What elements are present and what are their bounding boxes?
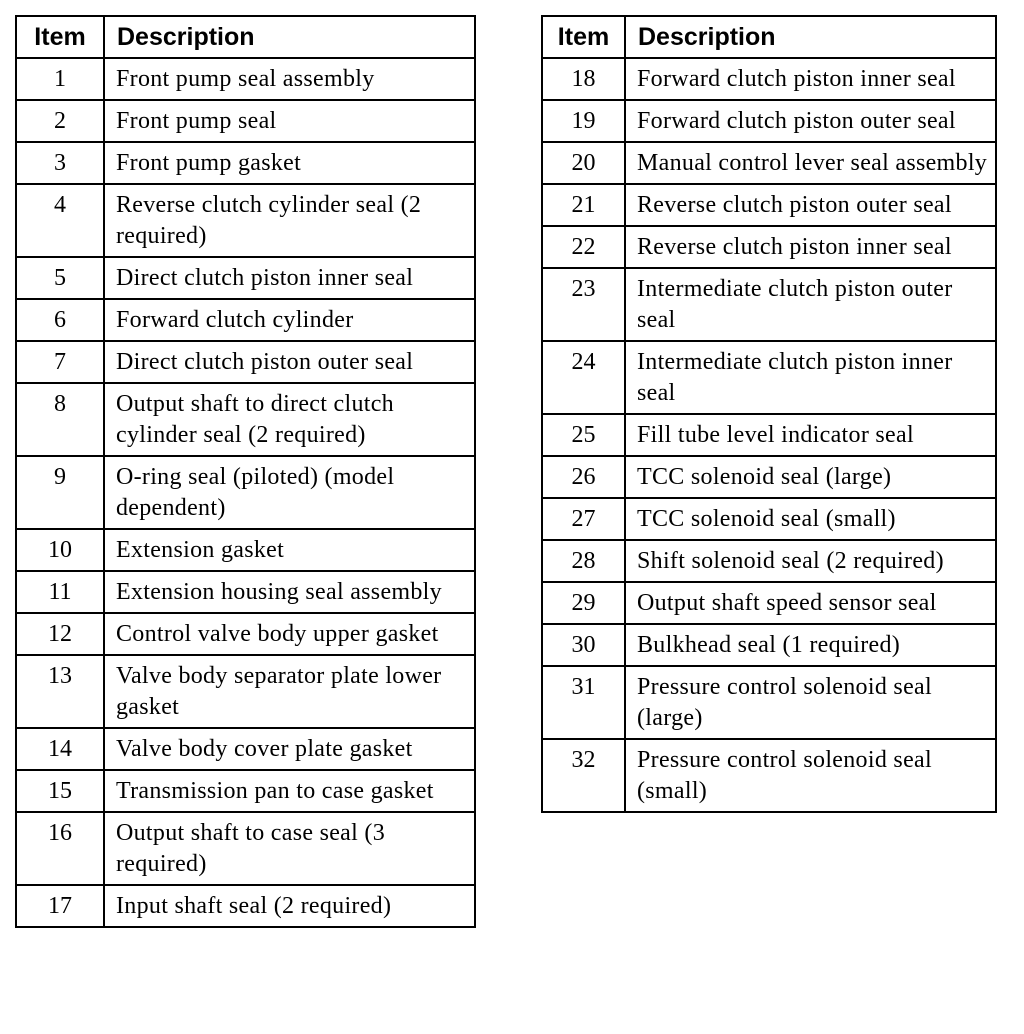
item-number-cell: 18	[542, 58, 625, 100]
item-number-cell: 27	[542, 498, 625, 540]
table-row	[542, 341, 996, 414]
table-row	[542, 58, 996, 100]
table-header-row	[542, 16, 996, 58]
table-row	[16, 299, 475, 341]
item-number-cell: 26	[542, 456, 625, 498]
table-row	[16, 571, 475, 613]
item-number-cell: 13	[16, 655, 104, 728]
item-number-cell: 8	[16, 383, 104, 456]
description-cell: Intermediate clutch piston outer seal	[625, 268, 996, 341]
table-row	[16, 728, 475, 770]
description-cell: Pressure control solenoid seal (large)	[625, 666, 996, 739]
description-cell: Front pump gasket	[104, 142, 475, 184]
table-row	[16, 655, 475, 728]
item-column-header: Item	[16, 16, 104, 58]
description-cell: Reverse clutch cylinder seal (2 required)	[104, 184, 475, 257]
table-row	[542, 582, 996, 624]
item-number-cell: 32	[542, 739, 625, 812]
description-cell: Shift solenoid seal (2 required)	[625, 540, 996, 582]
table-row	[16, 456, 475, 529]
table-row	[16, 341, 475, 383]
parts-table-left	[15, 15, 476, 928]
description-cell: Valve body cover plate gasket	[104, 728, 475, 770]
item-number-cell: 20	[542, 142, 625, 184]
item-number-cell: 22	[542, 226, 625, 268]
description-cell: Extension housing seal assembly	[104, 571, 475, 613]
table-row	[16, 257, 475, 299]
description-cell: Intermediate clutch piston inner seal	[625, 341, 996, 414]
item-number-cell: 14	[16, 728, 104, 770]
description-cell: Direct clutch piston outer seal	[104, 341, 475, 383]
description-cell: TCC solenoid seal (large)	[625, 456, 996, 498]
item-number-cell: 16	[16, 812, 104, 885]
item-number-cell: 3	[16, 142, 104, 184]
item-number-cell: 12	[16, 613, 104, 655]
table-row	[542, 456, 996, 498]
table-row	[16, 885, 475, 927]
description-cell: Transmission pan to case gasket	[104, 770, 475, 812]
table-row	[542, 739, 996, 812]
item-number-cell: 11	[16, 571, 104, 613]
item-number-cell: 15	[16, 770, 104, 812]
table-row	[542, 666, 996, 739]
item-number-cell: 24	[542, 341, 625, 414]
table-row	[542, 226, 996, 268]
description-cell: Front pump seal assembly	[104, 58, 475, 100]
table-row	[542, 184, 996, 226]
description-cell: Forward clutch piston outer seal	[625, 100, 996, 142]
table-row	[16, 58, 475, 100]
description-column-header: Description	[104, 16, 475, 58]
description-cell: Pressure control solenoid seal (small)	[625, 739, 996, 812]
table-body-left	[16, 58, 475, 927]
table-row	[542, 624, 996, 666]
table-row	[542, 268, 996, 341]
table-row	[16, 770, 475, 812]
description-cell: O-ring seal (piloted) (model dependent)	[104, 456, 475, 529]
description-cell: Bulkhead seal (1 required)	[625, 624, 996, 666]
table-row	[542, 414, 996, 456]
description-cell: Input shaft seal (2 required)	[104, 885, 475, 927]
item-number-cell: 17	[16, 885, 104, 927]
table-row	[16, 184, 475, 257]
table-row	[16, 383, 475, 456]
description-cell: Control valve body upper gasket	[104, 613, 475, 655]
description-cell: Reverse clutch piston outer seal	[625, 184, 996, 226]
parts-table-right	[541, 15, 997, 813]
item-number-cell: 7	[16, 341, 104, 383]
item-number-cell: 2	[16, 100, 104, 142]
description-cell: Reverse clutch piston inner seal	[625, 226, 996, 268]
description-cell: Valve body separator plate lower gasket	[104, 655, 475, 728]
item-number-cell: 31	[542, 666, 625, 739]
item-number-cell: 28	[542, 540, 625, 582]
description-column-header: Description	[625, 16, 996, 58]
item-number-cell: 9	[16, 456, 104, 529]
table-row	[16, 529, 475, 571]
description-cell: Output shaft to direct clutch cylinder seal (2 required)	[104, 383, 475, 456]
item-number-cell: 23	[542, 268, 625, 341]
description-cell: TCC solenoid seal (small)	[625, 498, 996, 540]
description-cell: Manual control lever seal assembly	[625, 142, 996, 184]
description-cell: Output shaft to case seal (3 required)	[104, 812, 475, 885]
description-cell: Forward clutch piston inner seal	[625, 58, 996, 100]
description-cell: Direct clutch piston inner seal	[104, 257, 475, 299]
table-row	[542, 540, 996, 582]
item-number-cell: 21	[542, 184, 625, 226]
item-number-cell: 19	[542, 100, 625, 142]
item-number-cell: 10	[16, 529, 104, 571]
table-row	[542, 142, 996, 184]
table-row	[16, 142, 475, 184]
table-row	[16, 613, 475, 655]
item-number-cell: 29	[542, 582, 625, 624]
table-row	[542, 100, 996, 142]
item-number-cell: 4	[16, 184, 104, 257]
item-number-cell: 1	[16, 58, 104, 100]
description-cell: Output shaft speed sensor seal	[625, 582, 996, 624]
description-cell: Fill tube level indicator seal	[625, 414, 996, 456]
item-number-cell: 30	[542, 624, 625, 666]
item-number-cell: 6	[16, 299, 104, 341]
table-row	[16, 100, 475, 142]
item-number-cell: 5	[16, 257, 104, 299]
table-row	[16, 812, 475, 885]
description-cell: Front pump seal	[104, 100, 475, 142]
item-number-cell: 25	[542, 414, 625, 456]
description-cell: Extension gasket	[104, 529, 475, 571]
table-body-right	[542, 58, 996, 812]
description-cell: Forward clutch cylinder	[104, 299, 475, 341]
table-row	[542, 498, 996, 540]
item-column-header: Item	[542, 16, 625, 58]
table-header-row	[16, 16, 475, 58]
